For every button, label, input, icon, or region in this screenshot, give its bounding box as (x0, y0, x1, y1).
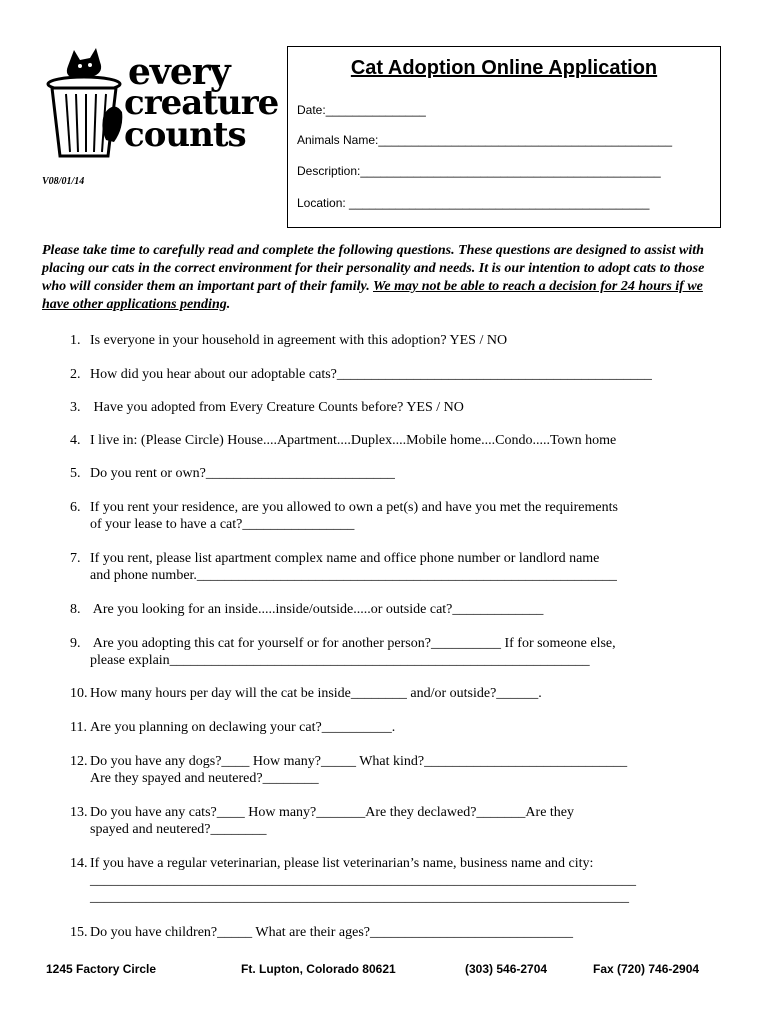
question-text-continued: Are they spayed and neutered?________ (90, 771, 319, 786)
question-1[interactable] (70, 332, 690, 349)
footer-phone: (303) 546-2704 (465, 962, 548, 976)
location-line: _____________________________________________ (349, 196, 650, 210)
date-line: _______________ (325, 103, 426, 117)
animal-name-field[interactable] (297, 133, 672, 147)
description-field[interactable] (297, 164, 661, 178)
question-15[interactable] (70, 924, 690, 941)
question-text: Do you rent or own?___________________________ (90, 466, 395, 481)
question-number: 1. (70, 333, 81, 348)
instructions-paragraph (42, 242, 714, 314)
location-field[interactable] (297, 196, 649, 210)
question-text: Are you looking for an inside.....inside/outside.....or outside cat?_____________ (90, 602, 544, 617)
question-text-continued: and phone number.____________________________________________________________ (90, 568, 617, 583)
version-code: V08/01/14 (42, 176, 85, 187)
logo-word-creature: creature (124, 83, 279, 123)
question-number: 9. (70, 636, 81, 651)
question-text: Do you have any cats?____ How many?_______Are they declawed?_______Are they (90, 805, 575, 820)
organization-logo (44, 44, 288, 164)
question-text: Are you planning on declawing your cat?__________. (90, 720, 396, 735)
logo-word-counts: counts (124, 115, 246, 155)
question-14[interactable] (70, 855, 690, 906)
question-5[interactable] (70, 465, 690, 482)
question-7[interactable] (70, 550, 690, 584)
application-header-box (287, 46, 721, 228)
cat-in-trash-can-icon (44, 44, 124, 160)
question-number: 8. (70, 602, 81, 617)
question-number: 13. (70, 805, 88, 820)
instructions-emphasis: We may not be able to reach a decision for 24 hours if we have other applications pending (42, 279, 703, 312)
question-6[interactable] (70, 499, 690, 533)
question-text: Do you have children?_____ What are their ages?_____________________________ (90, 925, 574, 940)
question-text: How did you hear about our adoptable cats?_____________________________________________ (90, 367, 652, 382)
question-13[interactable] (70, 804, 690, 838)
footer-city: Ft. Lupton, Colorado 80621 (241, 962, 396, 976)
question-answer-line: _____________________________________________________________________________ (90, 890, 629, 905)
animal-name-line: ____________________________________________ (378, 133, 673, 147)
question-number: 6. (70, 500, 81, 515)
question-text: If you rent, please list apartment complex name and office phone number or landlord name (90, 551, 600, 566)
form-title: Cat Adoption Online Application (350, 57, 658, 79)
question-text-continued: please explain____________________________________________________________ (90, 653, 590, 668)
question-text: How many hours per day will the cat be inside________ and/or outside?______. (90, 686, 542, 701)
question-4[interactable] (70, 432, 690, 449)
question-3[interactable] (70, 399, 690, 416)
instructions-text: Please take time to carefully read and complete the following questions. These questions are designed to assist with placing our cats in the correct environment for their personality and needs. It is our intention to adopt cats to those who will consider them an important part of their family. (42, 243, 705, 294)
question-text: Is everyone in your household in agreement with this adoption? YES / NO (90, 333, 508, 348)
location-label: Location: (297, 196, 346, 210)
logo-word-every: every (128, 51, 230, 93)
question-answer-line: ______________________________________________________________________________ (90, 873, 636, 888)
question-text: Do you have any dogs?____ How many?_____ What kind?_____________________________ (90, 754, 628, 769)
question-text: Are you adopting this cat for yourself or for another person?__________ If for someone else, (90, 636, 616, 651)
question-2[interactable] (70, 366, 690, 383)
question-11[interactable] (70, 719, 690, 736)
description-line: _____________________________________________ (360, 164, 661, 178)
question-8[interactable] (70, 601, 690, 618)
description-label: Description: (297, 164, 361, 178)
animal-name-label: Animals Name: (297, 133, 379, 147)
question-number: 15. (70, 925, 88, 940)
instructions-end: . (226, 297, 231, 312)
question-number: 2. (70, 367, 81, 382)
date-label: Date: (297, 103, 326, 117)
date-field[interactable] (297, 103, 426, 117)
question-9[interactable] (70, 635, 690, 669)
question-12[interactable] (70, 753, 690, 787)
question-text: If you rent your residence, are you allowed to own a pet(s) and have you met the requirements (90, 500, 618, 515)
question-number: 5. (70, 466, 81, 481)
question-text: I live in: (Please Circle) House....Apartment....Duplex....Mobile home....Condo.....Town home (90, 433, 617, 448)
question-10[interactable] (70, 685, 690, 702)
question-text: If you have a regular veterinarian, please list veterinarian’s name, business name and city: (90, 856, 594, 871)
question-number: 3. (70, 400, 81, 415)
question-text-continued: spayed and neutered?________ (90, 822, 267, 837)
footer-fax: Fax (720) 746-2904 (593, 962, 700, 976)
question-number: 14. (70, 856, 88, 871)
question-number: 12. (70, 754, 88, 769)
question-text-continued: of your lease to have a cat?________________ (90, 517, 355, 532)
question-number: 4. (70, 433, 81, 448)
question-text: Have you adopted from Every Creature Counts before? YES / NO (90, 400, 464, 415)
footer-address: 1245 Factory Circle (46, 962, 157, 976)
question-number: 7. (70, 551, 81, 566)
question-number: 11. (70, 720, 87, 735)
question-number: 10. (70, 686, 88, 701)
